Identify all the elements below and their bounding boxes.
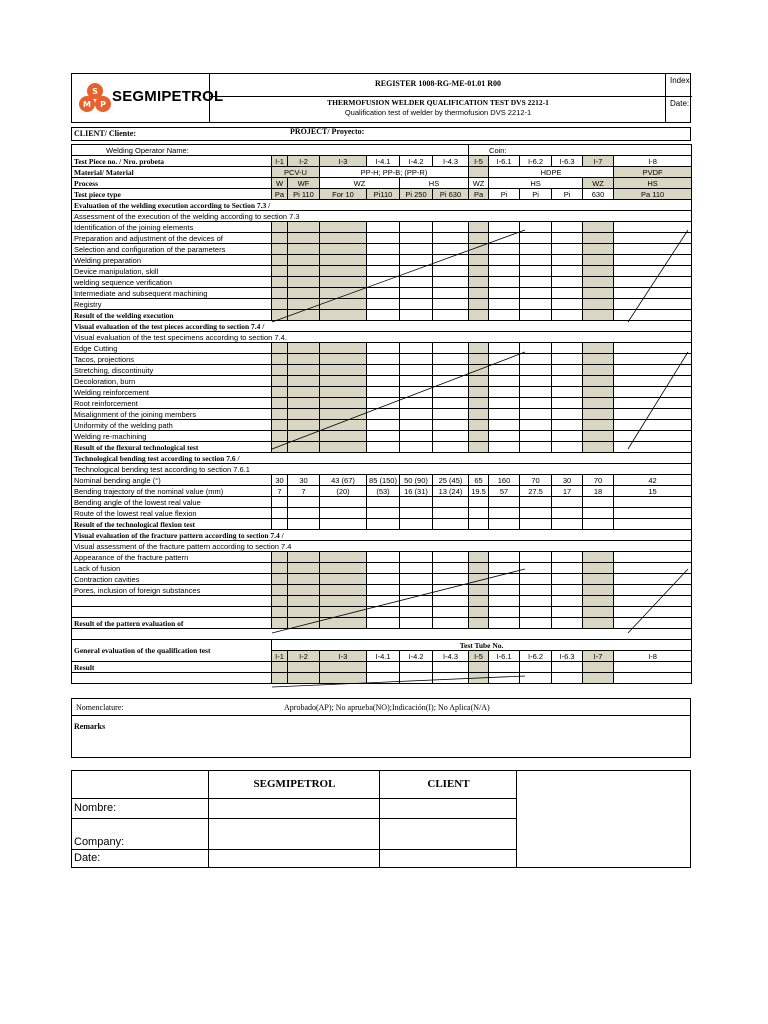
test-piece-header: I-8 — [614, 156, 692, 167]
s3-item: Route of the lowest real value flexion — [72, 508, 272, 519]
trajectory-cell: 16 (31) — [400, 486, 433, 497]
sig-col-segmipetrol: SEGMIPETROL — [253, 778, 336, 790]
angle-cell: 30 — [272, 475, 288, 486]
material-label: Material/ Material — [72, 167, 272, 178]
angle-cell: 85 (150) — [367, 475, 400, 486]
general-test-piece: I-4.2 — [400, 651, 433, 662]
form-subtitle: Qualification test of welder by thermofusion DVS 2212-1 — [344, 108, 532, 117]
angle-cell: 43 (67) — [320, 475, 367, 486]
date-client-field[interactable] — [380, 850, 517, 867]
process-cell: HS — [614, 178, 692, 189]
process-cell: WZ — [469, 178, 489, 189]
s3-subtitle: Technological bending test according to section 7.6.1 — [72, 464, 692, 475]
angle-cell: 160 — [489, 475, 520, 486]
type-cell: Pa 110 — [614, 189, 692, 200]
type-cell: Pi110 — [367, 189, 400, 200]
nombre-client-field[interactable] — [380, 799, 517, 819]
s3-item: Nominal bending angle (°) — [72, 475, 272, 486]
test-piece-header: I-1 — [272, 156, 288, 167]
svg-text:P: P — [100, 100, 106, 109]
s2-item: Edge Cutting — [72, 343, 272, 354]
general-test-piece: I-1 — [272, 651, 288, 662]
s1-item: Intermediate and subsequent machining — [72, 288, 272, 299]
trajectory-cell: 13 (24) — [433, 486, 469, 497]
nomenclature-text: Aprobado(AP); No aprueba(NO);Indicación(I); No Aplica(N/A) — [284, 703, 490, 712]
index-label: Index: — [670, 76, 692, 85]
test-piece-header: I-6.2 — [520, 156, 552, 167]
operator-label: Welding Operator Name: — [72, 145, 469, 156]
process-cell: HS — [400, 178, 469, 189]
s4-result: Result of the pattern evaluation of — [72, 618, 272, 629]
s1-item: Registry — [72, 299, 272, 310]
s1-item: welding sequence verification — [72, 277, 272, 288]
material-pp: PP-H; PP-B; (PP-R) — [320, 167, 469, 178]
process-label: Process — [72, 178, 272, 189]
s3-title: Technological bending test according to section 7.6 / — [72, 453, 692, 464]
sig-col-client: CLIENT — [427, 778, 470, 790]
type-cell: For 10 — [320, 189, 367, 200]
type-cell: Pi — [489, 189, 520, 200]
s2-item: Stretching, discontinuity — [72, 365, 272, 376]
nombre-label: Nombre: — [74, 802, 117, 814]
svg-text:M: M — [83, 100, 91, 109]
material-hdpe: HDPE — [489, 167, 614, 178]
process-cell: WZ — [583, 178, 614, 189]
company-segmipetrol-field[interactable] — [209, 819, 380, 850]
angle-cell: 25 (45) — [433, 475, 469, 486]
trajectory-cell: (53) — [367, 486, 400, 497]
nomenclature-row — [71, 698, 691, 716]
trajectory-cell: 7 — [272, 486, 288, 497]
s4-subtitle: Visual assessment of the fracture pattern according to section 7.4 — [72, 541, 692, 552]
coin-label: Coin: — [469, 145, 692, 156]
material-pvdf: PVDF — [614, 167, 692, 178]
s4-item: Appearance of the fracture pattern — [72, 552, 272, 563]
s4-item: Pores, inclusion of foreign substances — [72, 585, 272, 596]
general-test-piece: I-4.1 — [367, 651, 400, 662]
test-tube-label: Test Tube No. — [272, 640, 692, 651]
angle-cell: 30 — [288, 475, 320, 486]
s3-item: Bending trajectory of the nominal value (mm) — [72, 486, 272, 497]
process-cell: WZ — [320, 178, 400, 189]
svg-text:S: S — [92, 87, 98, 96]
trajectory-cell: 15 — [614, 486, 692, 497]
type-cell: Pi 250 — [400, 189, 433, 200]
s1-item: Device manipulation, skill — [72, 266, 272, 277]
process-cell: HS — [489, 178, 583, 189]
process-cell: WF — [288, 178, 320, 189]
angle-cell: 30 — [552, 475, 583, 486]
general-test-piece: I-8 — [614, 651, 692, 662]
general-test-piece: I-3 — [320, 651, 367, 662]
register-code: REGISTER 1008-RG-ME-01.01 R00 — [374, 79, 501, 88]
type-cell: Pa — [469, 189, 489, 200]
s2-subtitle: Visual evaluation of the test specimens according to section 7.4. — [72, 332, 692, 343]
trajectory-cell: (20) — [320, 486, 367, 497]
date-segmipetrol-field[interactable] — [209, 850, 380, 867]
nombre-segmipetrol-field[interactable] — [209, 799, 380, 819]
type-cell: Pa — [272, 189, 288, 200]
type-cell: 630 — [583, 189, 614, 200]
general-test-piece: I-7 — [583, 651, 614, 662]
s1-item: Identification of the joining elements — [72, 222, 272, 233]
nomenclature-label: Nomenclature: — [76, 703, 124, 712]
general-test-piece: I-4.3 — [433, 651, 469, 662]
angle-cell: 65 — [469, 475, 489, 486]
s1-result: Result of the welding execution — [72, 310, 272, 321]
s4-item: Lack of fusion — [72, 563, 272, 574]
trajectory-cell: 19.5 — [469, 486, 489, 497]
s2-item: Welding reinforcement — [72, 387, 272, 398]
general-test-piece: I-6.3 — [552, 651, 583, 662]
s3-item: Bending angle of the lowest real value — [72, 497, 272, 508]
s4-item: Contraction cavities — [72, 574, 272, 585]
project-label: PROJECT/ Proyecto: — [290, 127, 365, 136]
s1-subtitle: Assessment of the execution of the welding according to section 7.3 — [72, 211, 692, 222]
test-piece-header: I-5 — [469, 156, 489, 167]
s1-title: Evaluation of the welding execution according to Section 7.3 / — [72, 200, 692, 211]
test-piece-header: I-7 — [583, 156, 614, 167]
angle-cell: 42 — [614, 475, 692, 486]
trajectory-cell: 27.5 — [520, 486, 552, 497]
s1-item: Welding preparation — [72, 255, 272, 266]
signature-block — [71, 770, 691, 868]
test-piece-header: I-4.1 — [367, 156, 400, 167]
s4-title: Visual evaluation of the fracture pattern according to section 7.4 / — [72, 530, 692, 541]
trajectory-cell: 17 — [552, 486, 583, 497]
s2-item: Decoloration, burn — [72, 376, 272, 387]
general-test-piece: I-6.1 — [489, 651, 520, 662]
type-cell: Pi 110 — [288, 189, 320, 200]
s3-result: Result of the technological flexion test — [72, 519, 272, 530]
trajectory-cell: 18 — [583, 486, 614, 497]
material-pcvu: PCV-U — [272, 167, 320, 178]
result-label: Result — [72, 662, 272, 673]
trajectory-cell: 7 — [288, 486, 320, 497]
company-client-field[interactable] — [380, 819, 517, 850]
client-label: CLIENT/ Cliente: — [74, 129, 136, 138]
s2-item: Misalignment of the joining members — [72, 409, 272, 420]
angle-cell: 50 (90) — [400, 475, 433, 486]
s2-title: Visual evaluation of the test pieces according to section 7.4 / — [72, 321, 692, 332]
s2-item: Uniformity of the welding path — [72, 420, 272, 431]
trajectory-cell: 57 — [489, 486, 520, 497]
test-piece-type-label: Test piece type — [72, 189, 272, 200]
test-piece-header: I-4.3 — [433, 156, 469, 167]
s2-item: Welding re-machining — [72, 431, 272, 442]
angle-cell: 70 — [583, 475, 614, 486]
date-label: Date: — [670, 99, 690, 108]
test-piece-header: I-6.1 — [489, 156, 520, 167]
general-test-piece: I-6.2 — [520, 651, 552, 662]
s1-item: Selection and configuration of the parameters — [72, 244, 272, 255]
test-piece-header: I-6.3 — [552, 156, 583, 167]
s1-item: Preparation and adjustment of the devices of — [72, 233, 272, 244]
form-title: THERMOFUSION WELDER QUALIFICATION TEST DVS 2212-1 — [327, 98, 549, 107]
remarks-label: Remarks — [74, 722, 106, 731]
general-evaluation: General evaluation of the qualification test — [72, 640, 272, 662]
type-cell: Pi — [520, 189, 552, 200]
test-piece-label: Test Piece no. / Nro. probeta — [72, 156, 272, 167]
remarks-box — [71, 716, 691, 758]
process-cell: W — [272, 178, 288, 189]
s2-item: Root reinforcement — [72, 398, 272, 409]
company-label: Company: — [74, 836, 125, 848]
angle-cell: 70 — [520, 475, 552, 486]
s2-item: Tacos, projections — [72, 354, 272, 365]
type-cell: Pi 630 — [433, 189, 469, 200]
type-cell: Pi — [552, 189, 583, 200]
test-piece-header: I-4.2 — [400, 156, 433, 167]
general-test-piece: I-5 — [469, 651, 489, 662]
test-piece-header: I-3 — [320, 156, 367, 167]
general-test-piece: I-2 — [288, 651, 320, 662]
s2-result: Result of the flexural technological test — [72, 442, 272, 453]
test-piece-header: I-2 — [288, 156, 320, 167]
date-sig-label: Date: — [74, 852, 101, 864]
company-name: SEGMIPETROL — [112, 88, 224, 105]
